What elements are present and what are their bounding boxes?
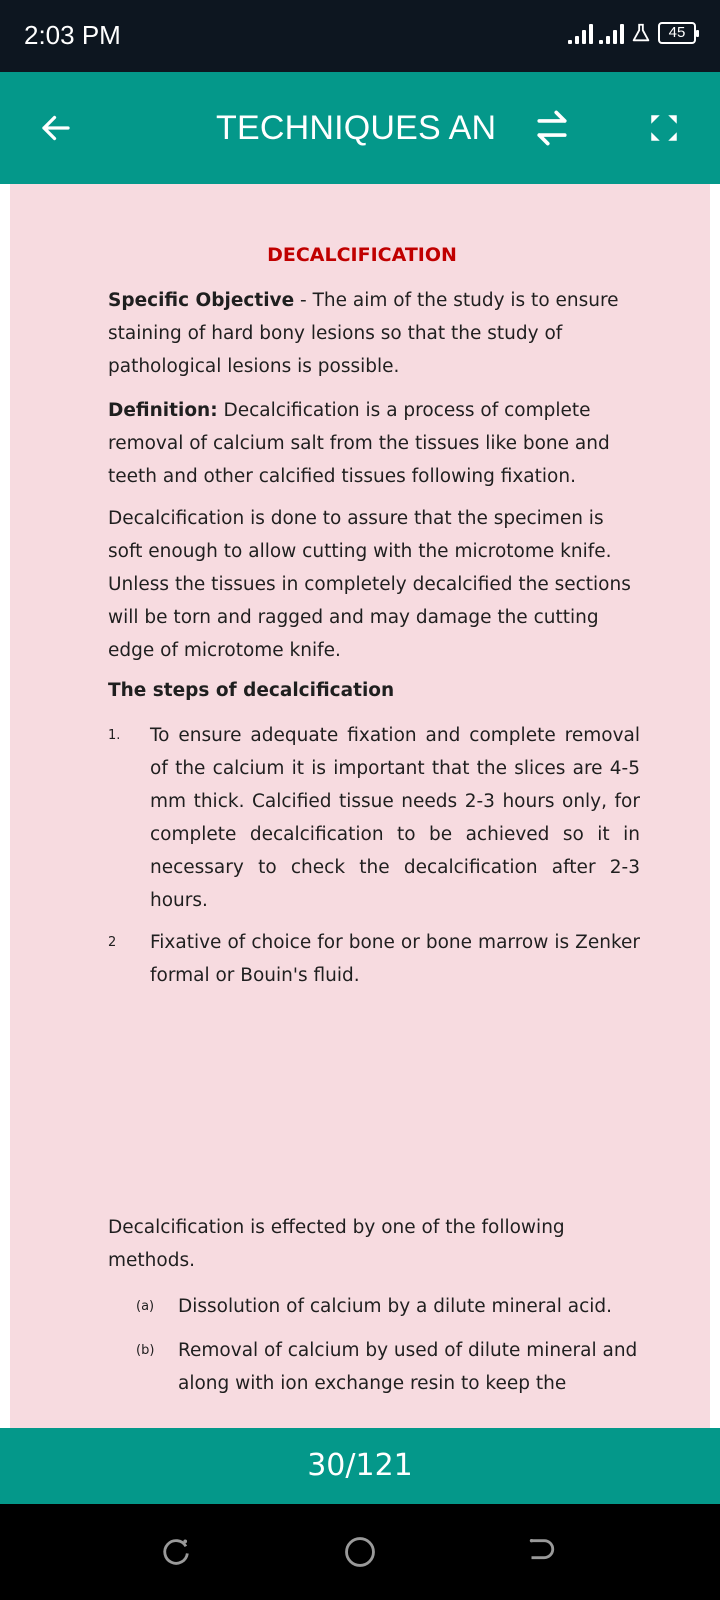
swap-arrows-icon: [535, 108, 569, 148]
section-heading: DECALCIFICATION: [267, 244, 457, 266]
objective-paragraph: [108, 284, 638, 383]
home-circle-icon: [343, 1535, 377, 1569]
pdf-page: [10, 184, 710, 1428]
list-item: [108, 719, 640, 917]
recents-button[interactable]: [152, 1528, 200, 1576]
method-text: Dissolution of calcium by a dilute mineral acid.: [178, 1296, 613, 1317]
home-button[interactable]: [336, 1528, 384, 1576]
objective-label: Specific Objective: [108, 290, 295, 311]
method-letter: (a): [136, 1299, 155, 1314]
document-title: TECHNIQUES AN: [216, 109, 496, 147]
method-letter: (b): [136, 1343, 155, 1358]
app-toolbar: [0, 72, 720, 184]
list-item: [136, 1334, 640, 1400]
back-nav-icon: [523, 1535, 557, 1569]
signal-icon-2: [599, 22, 624, 44]
definition-label: Definition:: [108, 400, 218, 421]
method-text: Removal of calcium by used of dilute mineral and along with ion exchange resin to keep the: [178, 1340, 638, 1394]
step-number: 2: [108, 935, 117, 950]
steps-title: The steps of decalcification: [108, 680, 395, 701]
back-nav-button[interactable]: [516, 1528, 564, 1576]
status-icons: [568, 22, 696, 44]
page-indicator: 30/121: [0, 1428, 720, 1504]
fullscreen-button[interactable]: [640, 104, 688, 152]
list-item: [136, 1290, 640, 1323]
status-time: 2:03 PM: [24, 20, 121, 50]
signal-icon: [568, 22, 593, 44]
purpose-paragraph: Decalcification is done to assure that the specimen is soft enough to allow cutting with the microtome knife. Unless the tissues in completely decalcified the sections will be torn and ragged and may damage the cutting edge of microtome knife.: [108, 508, 631, 661]
step-text: Fixative of choice for bone or bone marrow is Zenker formal or Bouin's fluid.: [150, 932, 640, 986]
step-text: To ensure adequate fixation and complete removal of the calcium it is important that the slices are 4-5 mm thick. Calcified tissue needs 2-3 hours only, for complete decalcification to be achieved so it in necessary to check the decalcification after 2-3 hours.: [150, 725, 640, 911]
list-item: [108, 926, 640, 992]
status-bar: [0, 0, 720, 72]
flask-icon: [630, 22, 652, 44]
recents-icon: [159, 1535, 193, 1569]
objective-text: - The aim of the study is to ensure staining of hard bony lesions so that the study of pathological lesions is possible.: [108, 290, 619, 377]
definition-paragraph: [108, 394, 638, 493]
back-button[interactable]: [30, 102, 82, 154]
system-nav-bar: [0, 1504, 720, 1600]
fullscreen-icon: [647, 111, 681, 145]
definition-text: Decalcification is a process of complete removal of calcium salt from the tissues like bone and teeth and other calcified tissues following fixation.: [108, 400, 610, 487]
arrow-left-icon: [38, 110, 74, 146]
step-number: 1.: [108, 728, 121, 743]
scroll-direction-button[interactable]: [528, 104, 576, 152]
methods-intro: Decalcification is effected by one of the following methods.: [108, 1217, 565, 1271]
battery-indicator: 45: [658, 22, 696, 44]
document-viewer[interactable]: [0, 184, 720, 1428]
